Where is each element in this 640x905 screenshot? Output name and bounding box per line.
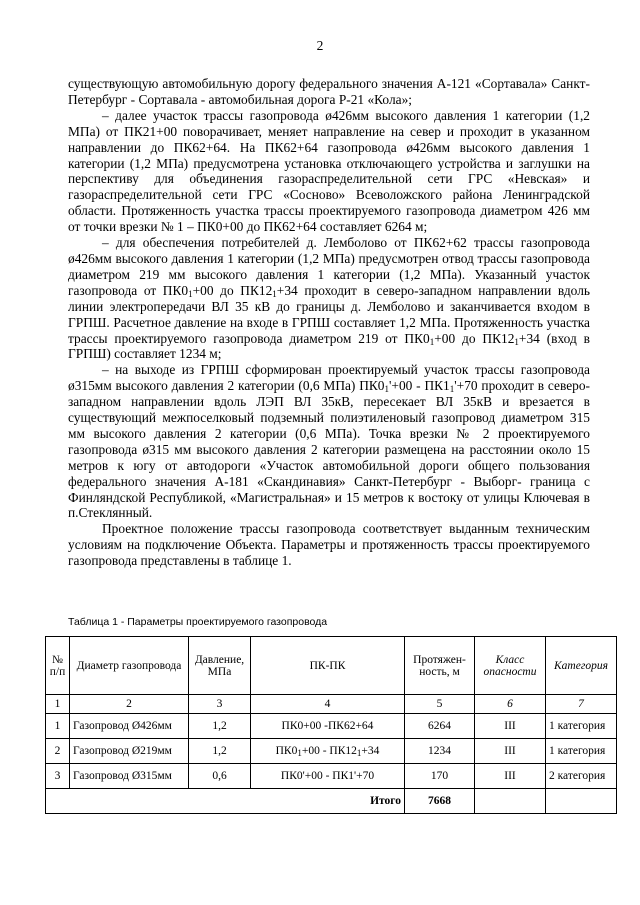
subscript-text: 1 [449, 384, 455, 395]
paragraph [68, 362, 590, 521]
header-length: Протяжен-ность, м [405, 637, 475, 695]
text-run: ПК0+00 -ПК62+64 [281, 720, 374, 732]
subscript-text: 1 [384, 384, 390, 395]
text-run: – далее участок трассы газопровода ø426мм высокого давления 1 категории (1,2 МПа) от ПК21+00 поворачивает, меняет направление на север и проходит в указанном направлении до ПК62+64. На ПК62+64 газопровода ø426мм высокого давления 1 категории (1,2 МПа) предусмотрена установка отключающего устройства и заглушки на перспективу для объединения газораспределительной сети ГРС «Невская» и газораспределительной сети ГРС «Сосново» Всеволожского района Ленинградской области. Протяженность участка трассы проектируемого газопровода диаметром 426 мм от точки врезки № 1 – ПК0+00 до ПК62+64 составляет 6264 м; [68, 107, 590, 235]
cell-diameter: Газопровод Ø219мм [70, 739, 189, 764]
body-text [68, 76, 590, 569]
cell-diameter: Газопровод Ø426мм [70, 714, 189, 739]
header-pk: ПК-ПК [251, 637, 405, 695]
paragraph [68, 521, 590, 569]
cell-no: 2 [46, 739, 70, 764]
text-run: +34 [361, 745, 380, 757]
cell-pressure: 1,2 [189, 714, 251, 739]
cell-pk [251, 764, 405, 789]
total-row [46, 789, 617, 814]
subscript-text: 1 [429, 336, 435, 347]
text-run: – для обеспечения потребителей д. Лемболово от ПК62+62 трассы газопровода ø426мм высокого давления 1 категории (1,2 МПа) предусмотрен отвод трассы газопровода диаметром 219 мм высокого давления 1 категории (1,2 МПа). Указанный участок газопровода от ПК0 [68, 235, 590, 298]
paragraph [68, 76, 590, 108]
text-run: +00 до ПК12 [434, 330, 515, 346]
text-run: '+00 - ПК1 [389, 378, 450, 394]
column-number: 1 [46, 695, 70, 714]
subscript-text: 1 [514, 336, 519, 347]
column-number-row [46, 695, 617, 714]
text-run: Проектное положение трассы газопровода соответствует выданным техническим условиям на подключение Объекта. Параметры и протяженность трассы проектируемого газопровода представлены в таблице 1. [68, 521, 590, 569]
text-run: ПК0 [275, 745, 298, 757]
cell-length: 6264 [405, 714, 475, 739]
header-category: Категория [546, 637, 617, 695]
empty-cell [546, 789, 617, 814]
cell-danger-class: III [475, 739, 546, 764]
cell-diameter: Газопровод Ø315мм [70, 764, 189, 789]
empty-cell [475, 789, 546, 814]
paragraph [68, 108, 590, 235]
header-pressure: Давление, МПа [189, 637, 251, 695]
header-no: № п/п [46, 637, 70, 695]
text-run: '+70 проходит в северо-западном направлении вдоль ЛЭП ВЛ 35кВ, пересекает ВЛ 35кВ и врезается в существующий межпоселковый подземный полиэтиленовый газопровод диаметром 315 мм высокого давления 2 категории (0,6 МПа). Точка врезки № 2 проектируемого газопровода ø315 мм высокого давления 2 категории размещена на расстоянии около 15 метров к югу от автодороги «Участок автомобильной дороги общего пользования федерального значения А-181 «Скандинавия» Санкт-Петербург - Выборг- граница с Финляндской Республикой, «Магистральная» и 15 метров к востоку от улицы Ключевая в п.Стеклянный. [68, 378, 590, 521]
header-danger-class: Класс опасности [475, 637, 546, 695]
page-number: 2 [316, 38, 324, 53]
table-row [46, 714, 617, 739]
subscript-text: 1 [272, 288, 277, 299]
subscript-text: 1 [297, 748, 302, 758]
column-number: 5 [405, 695, 475, 714]
column-number: 7 [546, 695, 617, 714]
cell-length: 170 [405, 764, 475, 789]
header-diameter: Диаметр газопровода [70, 637, 189, 695]
subscript-text: 1 [188, 288, 193, 299]
text-run: ПК0'+00 - ПК1'+70 [280, 770, 375, 782]
paragraph [68, 235, 590, 362]
table-header-row [46, 637, 617, 695]
text-run: существующую автомобильную дорогу федерального значения А-121 «Сортавала» Санкт-Петербург - Сортавала - автомобильная дорога Р-21 «Кола»; [68, 76, 590, 107]
table-caption: Таблица 1 - Параметры проектируемого газопровода [68, 616, 328, 628]
cell-danger-class: III [475, 764, 546, 789]
cell-danger-class: III [475, 714, 546, 739]
parameters-table [45, 636, 617, 814]
text-run: +00 до ПК12 [192, 282, 273, 298]
cell-category: 2 категория [546, 764, 617, 789]
text-run: – на выходе из ГРПШ сформирован проектируемый участок трассы газопровода ø315мм высокого давления 2 категории (0,6 МПа) ПК0 [68, 362, 590, 394]
column-number: 3 [189, 695, 251, 714]
total-label: Итого [46, 789, 405, 814]
cell-length: 1234 [405, 739, 475, 764]
text-run: +34 проходит в северо-западном направлении вдоль линии электропередачи ВЛ 35 кВ до границы д. Лемболово и заканчивается входом в ГРПШ. Расчетное давление на входе в ГРПШ составляет 1,2 МПа. Протяженность участка трассы проектируемого газопровода диаметром 219 от ПК0 [68, 282, 590, 346]
cell-pk [251, 714, 405, 739]
text-run: +34 (вход в ГРПШ) составляет 1234 м; [68, 330, 590, 362]
column-number: 2 [70, 695, 189, 714]
cell-no: 1 [46, 714, 70, 739]
cell-no: 3 [46, 764, 70, 789]
column-number: 4 [251, 695, 405, 714]
cell-pk [251, 739, 405, 764]
cell-pressure: 0,6 [189, 764, 251, 789]
table-row [46, 764, 617, 789]
total-value: 7668 [405, 789, 475, 814]
table-row [46, 739, 617, 764]
cell-category: 1 категория [546, 714, 617, 739]
subscript-text: 1 [356, 748, 362, 758]
cell-category: 1 категория [546, 739, 617, 764]
text-run: +00 - ПК12 [301, 745, 357, 757]
cell-pressure: 1,2 [189, 739, 251, 764]
column-number: 6 [475, 695, 546, 714]
